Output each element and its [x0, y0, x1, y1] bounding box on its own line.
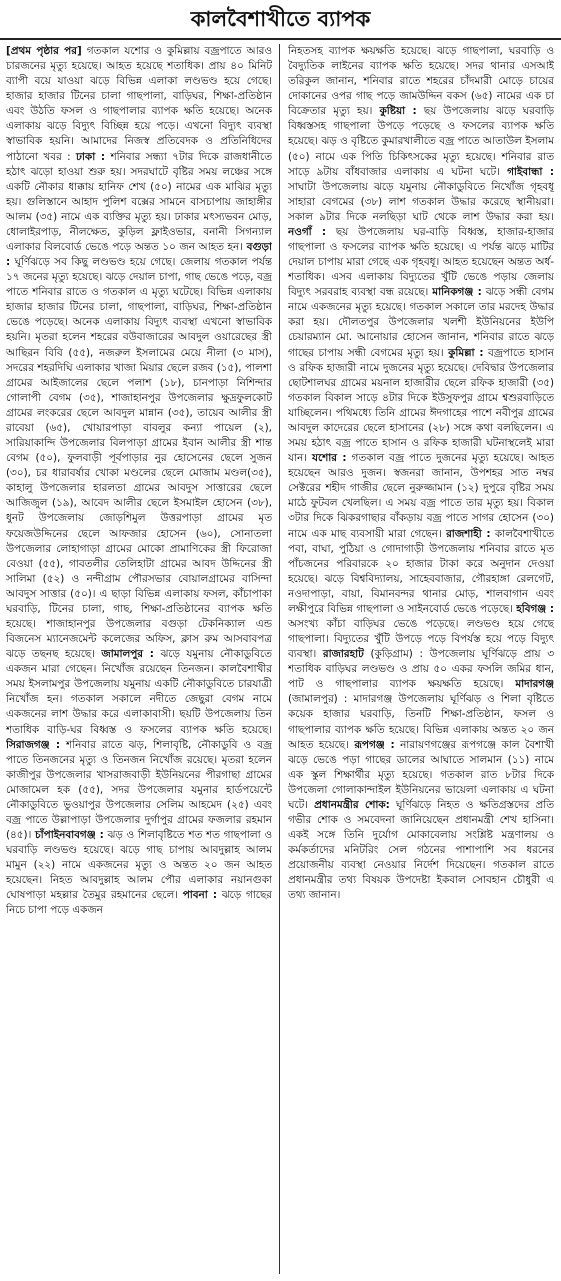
dateline: হবিগঞ্জ :	[516, 602, 554, 615]
article-paragraph	[288, 44, 554, 903]
paragraph-text: ঝড়ে যমুনায় নৌকাডুবিতে একজন মারা গেছেন। নিখোঁজ রয়েছেন তিনজন। কালবৈশাখীর সময় ইসলামপুর উপজেলায় যমুনায় একটি নৌকাডুবিতে চারযাত্রী নিখোঁজ হন। গতকাল সকালে নদীতে জেছুরা বেগম নামে একজনের লাশ উদ্ধার করে এলাকাবাসী। ছয়টি উপজেলায় তিন শতাধিক বাড়ি-ঘর বিধ্বস্ত ও ফসলের ব্যাপক ক্ষতি হয়েছে।	[6, 648, 272, 736]
dateline: কুষ্টিয়া :	[379, 105, 417, 118]
column-divider	[279, 44, 280, 1274]
paragraph-text: ঘূর্ণিঝড়ে সব কিছু লণ্ডভণ্ড হয়ে গেছে। জেলায় গতকাল পর্যন্ত ১৭ জনের মৃত্যু হয়েছে। ঝড়ে দেয়াল চাপা, গাছ ভেঙে পড়ে, বজ্র পাতে শনিবার রাতে ও গতকাল এ মৃত্যু ঘটেছে। বিভিন্ন এলাকায় হাজার হাজার টিনের চালা, গাছপালা, বাড়িঘর, শিক্ষা-প্রতিষ্ঠান ভেঙে পড়েছে। অনেক এলাকায় বিদ্যুৎ ব্যবস্থা এখনো স্বাভাবিক হয়নি। মৃতরা হলেন শহরের বউবাজারের আবদুল ওয়ারেছের স্ত্রী আছিরন বিবি (৫৫), নজরুল ইসলামের মেয়ে নীলা (৩ মাস), সদরের শহরদিঘি এলাকার খাজা মিয়ার ছেলে রজব (১৫), পালশা গ্রামের আইজালের ছেলে পলাশ (১৮), চানপাড়া নিশিন্দার গোলাপী বেগম (৩৫), শাজাহানপুর উপজেলার ক্ষুদ্রফুলকোট গ্রামের লংকরের ছেলে আবদুল মান্নান (৩৫), তায়েব আলীর স্ত্রী রাবেয়া (৬৫), খোয়ারপাড়া বাবলুর কন্যা পায়েল (২), সারিয়াকান্দি উপজেলার বিলপাড়া গ্রামের ইবান আলীর স্ত্রী শান্ত বেগম (৫০), ফুলবাড়ী পূর্বপাড়ার নুর হোসেনের ছেলে সুজন (৩০), চর ধারাবর্ষার খোকা মণ্ডলের ছেলে মোজাম মণ্ডল(৩৫), কাহালু উপজেলার হারলতা গ্রামের আবদুস সাত্তারের ছেলে আজিজুল (১৯), আবেদ আলীর ছেলে ইসমাইল হোসেন (৩৮), ধুনট উপজেলায় জোড়শিমুল উত্তরপাড়া গ্রামের মৃত ফয়েজউদ্দিনের ছেলে আফজার হোসেন (৬০), সোনাতলা উপজেলার লোহাগাড়া গ্রামের মোকো প্রামাণিকের স্ত্রী ফিরোজা বেওয়া (৫৫), গাবতলীর তেলিহাটা গ্রামের আবদ উদ্দিনের স্ত্রী সালিমা (৫২) ও নন্দীগ্রাম পৌরসভার বোয়ালগ্রামের বাসিন্দা আবদুস সাত্তার (৫০)। এ ছাড়া বিভিন্ন এলাকায় ফসল, কাঁচাপাকা ঘরবাড়ি, টিনের চালা, গাছ, শিক্ষা-প্রতিষ্ঠানের ব্যাপক ক্ষতি হয়েছে। শাজাহানপুর উপজেলার বগুড়া টেকনিক্যাল এন্ড বিজনেস ম্যানেজমেন্ট কলেজের অফিস, ক্লাস রুম আসবাবপত্র ঝড়ে তছনছ হয়েছে।	[6, 256, 272, 661]
dateline: রাজারহাট	[322, 648, 364, 661]
right-column	[288, 44, 554, 1274]
dateline: গাইবান্ধা :	[507, 165, 554, 178]
dateline: জামালপুর :	[101, 648, 154, 661]
paragraph-text: গতকাল যশোর ও কুমিল্লায় বজ্রপাতে আরও চারজনের মৃত্যু হয়েছে। আহত হয়েছে শতাধিক। প্রায় ৪০ মিনিট ব্যাপী বয়ে যাওয়া ঝড়ে বিভিন্ন এলাকা লণ্ডভণ্ড হয়ে গেছে। হাজার হাজার টিনের চালা গাছপালা, বাড়িঘর, শিক্ষা-প্রতিষ্ঠান এবং উঠতি ফসল ও গাছপালার ব্যাপক ক্ষতি হয়েছে। অনেক এলাকায় ঝড়ে বিদ্যুৎ বিচ্ছিন্ন হয়ে পড়ে। এখনো বিদ্যুৎ ব্যবস্থা স্বাভাবিক হয়নি। আমাদের নিজস্ব প্রতিবেদক ও প্রতিনিধিদের পাঠানো খবর :	[6, 45, 272, 163]
dateline: রাজশাহী :	[446, 527, 491, 540]
paragraph-text: নিহতসহ ব্যাপক ক্ষয়ক্ষতি হয়েছে। ঝড়ে গাছপালা, ঘরবাড়ি ও বৈদ্যুতিক লাইনের ব্যাপক ক্ষতি হয়েছে। সদর থানার এসআই তরিকুল জানান, শনিবার রাতে শহরের চাঁদমারী মোড়ে চায়ের দোকানের ওপর গাছ পড়ে জামউদ্দিন বকস (৬৫) নামের এক চা বিক্রেতার মৃত্যু হয়।	[288, 45, 554, 118]
paragraph-text: শনিবার সন্ধ্যা ৭টার দিকে রাজধানীতে হঠাৎ ঝড়ো হাওয়া শুরু হয়। সদরঘাটে বৃষ্টির সময় লঞ্চের সঙ্গে একটি নৌকার ধাক্কায় হানিফ শেখ (৫০) নামের এক মাঝির মৃত্যু হয়। গুলিস্তানে আহাদ পুলিশ বক্সের সামনে বাসচাপায় জাহাঙ্গীর আলম (৩৫) নামে এক ব্যক্তির মৃত্যু হয়। ঢাকার মৎস্যভবন মোড়, ধোলাইরপাড়, নীলক্ষেত, কুড়িল ফ্লাইওভার, বনানী সিগন্যাল এলাকার বিলবোর্ড ভেঙে পড়ে অন্তত ১০ জন আহত হন।	[6, 150, 272, 254]
paragraph-text: অসংখ্য কাঁচা বাড়িঘর ভেঙে পড়েছে। লণ্ডভণ্ড হয়ে গেছে গাছপালা। বিদ্যুতের খুঁটি উপড়ে পড়ে বিপর্যস্ত হয়ে পড়ে বিদ্যুৎ ব্যবস্থা।	[288, 617, 554, 661]
dateline: [প্রথম পৃষ্ঠার পর]	[6, 45, 82, 57]
dateline: মানিকগঞ্জ :	[432, 286, 482, 299]
dateline: ঢাকা :	[76, 150, 106, 163]
headline-banner	[0, 0, 561, 40]
dateline: চাঁপাইনবাবগঞ্জ :	[35, 829, 104, 842]
paragraph-text: (কুড়িগ্রাম) : উপজেলায় ঘূর্ণিঝড়ে প্রায় ৩ শতাধিক বাড়িঘর লণ্ডভণ্ড ও প্রায় ৫০ একর ফসলি জমির ধান, পাট ও গাছপালার ব্যাপক ক্ষয়ক্ষতি হয়েছে।	[288, 648, 554, 691]
paragraph-text: নারায়ণগঞ্জের রূপগঞ্জে কাল বৈশাখী ঝড়ে ভেঙে পড়া গাছের ডালের আঘাতে সালমান (১১) নামে এক স্কুল শিক্ষার্থীর মৃত্যু হয়েছে। গতকাল রাত ৮টার দিকে উপজেলা গোলাকান্দাইল ইউনিয়নের ভায়েলা এলাকায় এ ঘটনা ঘটে।	[288, 738, 554, 811]
dateline: রূপগঞ্জ :	[354, 738, 395, 751]
paragraph-text: ঘূর্ণিঝড়ে নিহত ও ক্ষতিগ্রস্তদের প্রতি গভীর শোক ও সমবেদনা জানিয়েছেন প্রধানমন্ত্রী শেখ হাসিনা। একই সঙ্গে তিনি দুর্যোগ মোকাবেলায় সংশ্লিষ্ট মন্ত্রণালয় ও কর্মকর্তাদের মনিটরিং সেল গঠনের পাশাপাশি সব ধরনের প্রয়োজনীয় ব্যবস্থা নেওয়ার নির্দেশ দিয়েছেন। গতকাল রাতে প্রধানমন্ত্রীর তথ্য বিষয়ক উপদেষ্টা ইকবাল সোবহান চৌধুরী এ তথ্য জানান।	[288, 798, 554, 902]
dateline: পাবনা :	[182, 889, 217, 902]
paragraph-text: ঝড় ও শিলাবৃষ্টিতে শত শত গাছপালা ও ঘরবাড়ি লণ্ডভণ্ড হয়েছে। ঝড়ে গাছ চাপায় আবদুল্লাহ আলম মামুন (২২) নামে একজনের মৃত্যু ও অন্তত ২০ জন আহত হয়েছেন। নিহত আবদুল্লাহ আলম পৌর এলাকার নয়ানগুকা ঘোষপাড়া মহল্লার তৈমুর রহমানের ছেলে।	[6, 829, 272, 902]
left-column	[6, 44, 272, 1274]
dateline: কুমিল্লা :	[448, 346, 484, 359]
dateline: মাদারগঞ্জ	[515, 678, 554, 691]
dateline: যশোর :	[311, 452, 347, 465]
dateline: নওগাঁ :	[288, 225, 326, 238]
dateline: সিরাজগঞ্জ :	[6, 738, 61, 751]
paragraph-text: ঝড়ে সন্ধী বেগম নামে একজনের মৃত্যু হয়েছে। গতকাল সকালে তার মরদেহ উদ্ধার করা হয়। দৌলতপুর উপজেলার খলশী ইউনিয়নের ইউপি চেয়ারম্যান মো. আনোয়ার হোসেন জানান, শনিবার রাতে ঝড়ে গাছের চাপায় সন্ধী বেগমের মৃত্যু হয়।	[288, 286, 554, 359]
article-paragraph	[6, 44, 272, 919]
paragraph-text: গতকাল বজ্র পাতে দুজনের মৃত্যু হয়েছে। আহত হয়েছেন আরও দুজন। স্বজনরা জানান, উপশহর সাত নম্বর সেক্টরের শহীদ গাজীর ছেলে নুরুজ্জামান (১২) দুপুরে বৃষ্টির সময় মাঠে ফুটবল খেলছিল। এ সময় বজ্র পাতে তার মৃত্যু হয়। বিকাল ৩টার দিকে ঝিকরগাছার বাঁকড়ায় বজ্র পাতে সাগর হোসেন (৩০) নামে এক মাছ ব্যবসায়ী মারা গেছেন।	[288, 452, 554, 540]
paragraph-text: (জামালপুর) : মাদারগঞ্জ উপজেলায় ঘূর্ণিঝড় ও শিলা বৃষ্টিতে কয়েক হাজার ঘরবাড়ি, তিনটি শিক্ষা-প্রতিষ্ঠান, ফসল ও গাছপালার ব্যাপক ক্ষতি হয়েছে। বিভিন্ন এলাকায় অন্তত ২০ জন আহত হয়েছে।	[288, 693, 554, 751]
paragraph-text: শনিবার রাতে ঝড়, শিলাবৃষ্টি, নৌকাডুবি ও বজ্র পাতে তিনজনের মৃত্যু ও তিনজন নিখোঁজ রয়েছে। মৃতরা হলেন কাজীপুর উপজেলার খাসরাজবাড়ী ইউনিয়নের পীরগাছা গ্রামের মোজামেল হক (৫৫), সদর উপজেলার যমুনার হার্ডপয়েন্টে নৌকাডুবিতে ভুওয়াপুর উপজেলার সেলিম আহমেদ (২৫) এবং বজ্র পাতে উল্লাপাড়া উপজেলার দুর্গাপুর গ্রামের ফজলার রহমান (৪৫)।	[6, 738, 272, 842]
paragraph-text: ঝড়ে গাছের নিচে চাপা পড়ে একজন	[6, 889, 272, 917]
paragraph-text: ছয় উপজেলায় ঘর-বাড়ি বিধ্বস্ত, হাজার-হাজার গাছপালা ও ফসলের ব্যাপক ক্ষতি হয়েছে। এ পর্যন্ত ঝড়ে মাটির দেয়াল চাপায় মারা গেছে এক গৃহবধূ। আহত হয়েছেন অন্তত অর্ধ-শতাধিক। এসব এলাকায় বিদ্যুতের খুঁটি ভেঙে পড়ায় জেলায় বিদ্যুৎ সরবরাহ ব্যবস্থা বন্ধ রয়েছে।	[288, 225, 554, 299]
paragraph-text: কালবৈশাখীতে পবা, বাঘা, পুঠিয়া ও গোদাগাড়ী উপজেলায় শনিবার রাতে মৃত পাঁচজনের পরিবারকে ২০ হাজার টাকা করে অনুদান দেওয়া হয়েছে। ঝড়ে বিশ্ববিদ্যালয়, সাহেববাজার, গৌরহাঙ্গা রেলগেট, নওদাপাড়া, বায়া, বিমানবন্দর থানার মোড়, শালবাগান এবং লক্ষীপুরে বিভিন্ন গাছপালা ও সাইনবোর্ড ভেঙে পড়েছে।	[288, 527, 554, 615]
paragraph-text: ছয় উপজেলায় ঝড়ে ঘরবাড়ি বিধ্বস্তসহ গাছপালা উপড়ে পড়েছে ও ফসলের ব্যাপক ক্ষতি হয়েছে। ঝড় ও বৃষ্টিতে কুমারখালীতে বজ্র পাতে আতাউল ইসলাম (৫০) নামে এক পিতি চিকিৎসকের মৃত্যু হয়েছে। শনিবার রাত সাড়ে ৯টায় বাঁধবাজার এলাকায় এ ঘটনা ঘটে।	[288, 105, 554, 178]
paragraph-text: সাঘাটা উপজেলায় ঝড়ে যমুনায় নৌকাডুবিতে নিখোঁজ গৃহবধূ সাহারা বেগমের (৩৮) লাশ গতকাল উদ্ধার করেছে স্থানীয়রা। সকাল ৯টার দিকে নলছিড়া ঘাট থেকে লাশ উদ্ধার করা হয়।	[288, 180, 554, 223]
dateline: প্রধানমন্ত্রীর শোক:	[314, 798, 390, 811]
dateline: বগুড়া :	[6, 241, 272, 269]
paragraph-text: বজ্রপাতে হাসান ও রফিক হাজারী নামে দুজনের মৃত্যু হয়েছে। দেবিদ্বার উপজেলার ছোটশালঘর গ্রামের ময়নাল হাজারীর ছেলে রফিক হাজারী (৩৫) গতকাল বিকাল সাড়ে ৪টার দিকে ইউসুফপুর গ্রামে শ্বশুরবাড়িতে যাচ্ছিলেন। পথিমধ্যে তিনি গ্রামের ঈদগাহের পাশে নবীপুর গ্রামের আবদুল কাদেরের ছেলে হাসানের (২৮) সঙ্গে কথা বলছিলেন। এ সময় হঠাৎ বজ্র পাতে হাসান ও রফিক হাজারী ঘটনাস্থলেই মারা যান।	[288, 346, 554, 465]
headline: কালবৈশাখীতে ব্যাপক	[190, 6, 371, 31]
